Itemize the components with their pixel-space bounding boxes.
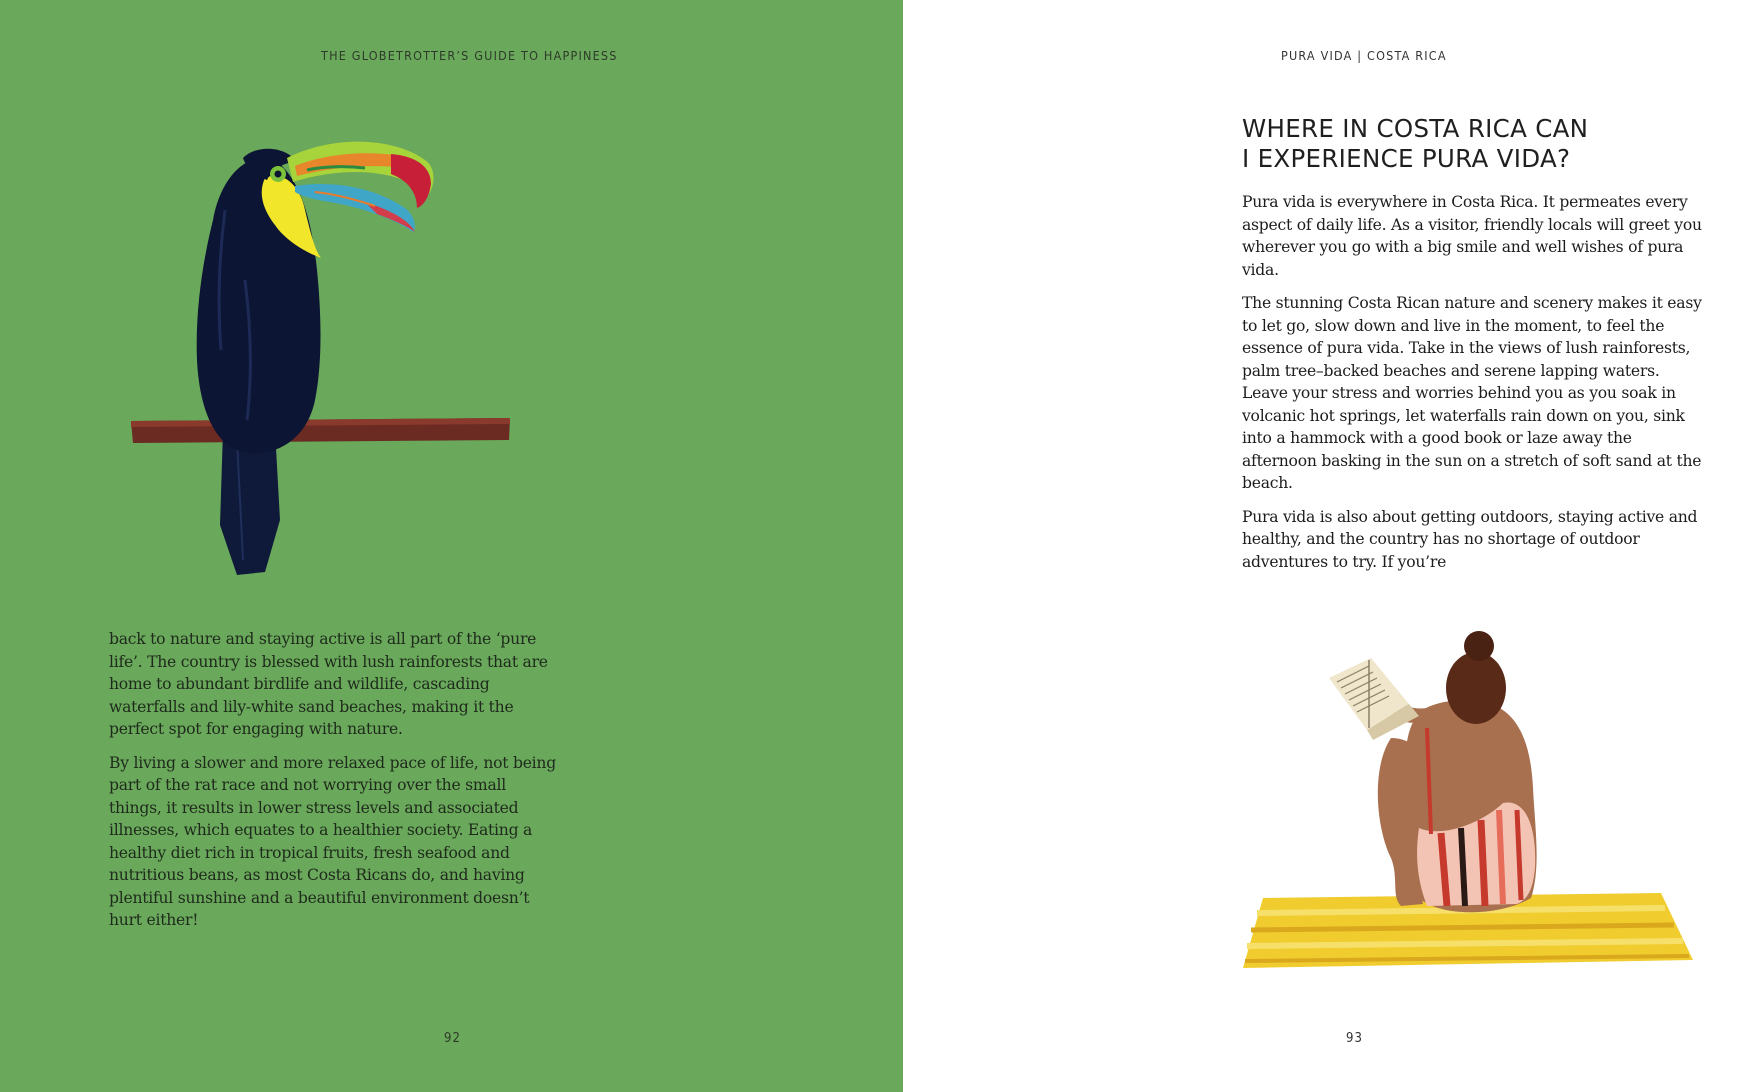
woman-reading-on-beach-towel-illustration — [1241, 628, 1701, 973]
left-paragraph-1: back to nature and staying active is all part of the ‘pure life’. The country is blessed with lush rainforests that are home to abundant birdlife and wildlife, cascading waterfalls and lily-white sand beaches, making it the perfect spot for engaging with nature. — [109, 630, 548, 738]
right-body-text — [1242, 191, 1702, 584]
left-paragraph-2: By living a slower and more relaxed pace of life, not being part of the rat race and not worrying over the small things, it results in lower stress levels and associated illnesses, which equates to a healthier society. Eating a healthy diet rich in tropical fruits, fresh seafood and nutritious beans, as most Costa Ricans do, and having plentiful sunshine and a beautiful environment doesn’t hurt either! — [109, 753, 556, 929]
running-head-book-title: THE GLOBETROTTER’S GUIDE TO HAPPINESS — [321, 48, 618, 63]
toucan-illustration — [125, 140, 525, 590]
section-heading-line-1: WHERE IN COSTA RICA CAN — [1242, 114, 1589, 143]
right-paragraph-3: Pura vida is also about getting outdoors, staying active and healthy, and the country has no shortage of outdoor adventures to try. If you’re — [1242, 507, 1698, 571]
page-number-right: 93 — [1346, 1031, 1363, 1046]
right-paragraph-2: The stunning Costa Rican nature and scenery makes it easy to let go, slow down and live in the moment, to feel the essence of pura vida. Take in the views of lush rainforests, palm tree–backed beaches and serene lapping waters. Leave your stress and worries behind you as you soak in volcanic hot springs, let waterfalls rain down on you, sink into a hammock with a good book or laze away the afternoon basking in the sun on a stretch of soft sand at the beach. — [1242, 294, 1702, 492]
section-heading-line-2: I EXPERIENCE PURA VIDA? — [1242, 144, 1571, 173]
running-head-chapter-title: PURA VIDA | COSTA RICA — [1281, 48, 1447, 63]
left-body-text — [109, 628, 559, 943]
page-number-left: 92 — [444, 1031, 461, 1046]
right-paragraph-1: Pura vida is everywhere in Costa Rica. It permeates every aspect of daily life. As a visitor, friendly locals will greet you wherever you go with a big smile and well wishes of pura vida. — [1242, 193, 1702, 279]
section-heading — [1242, 114, 1682, 174]
right-page — [903, 0, 1748, 1092]
